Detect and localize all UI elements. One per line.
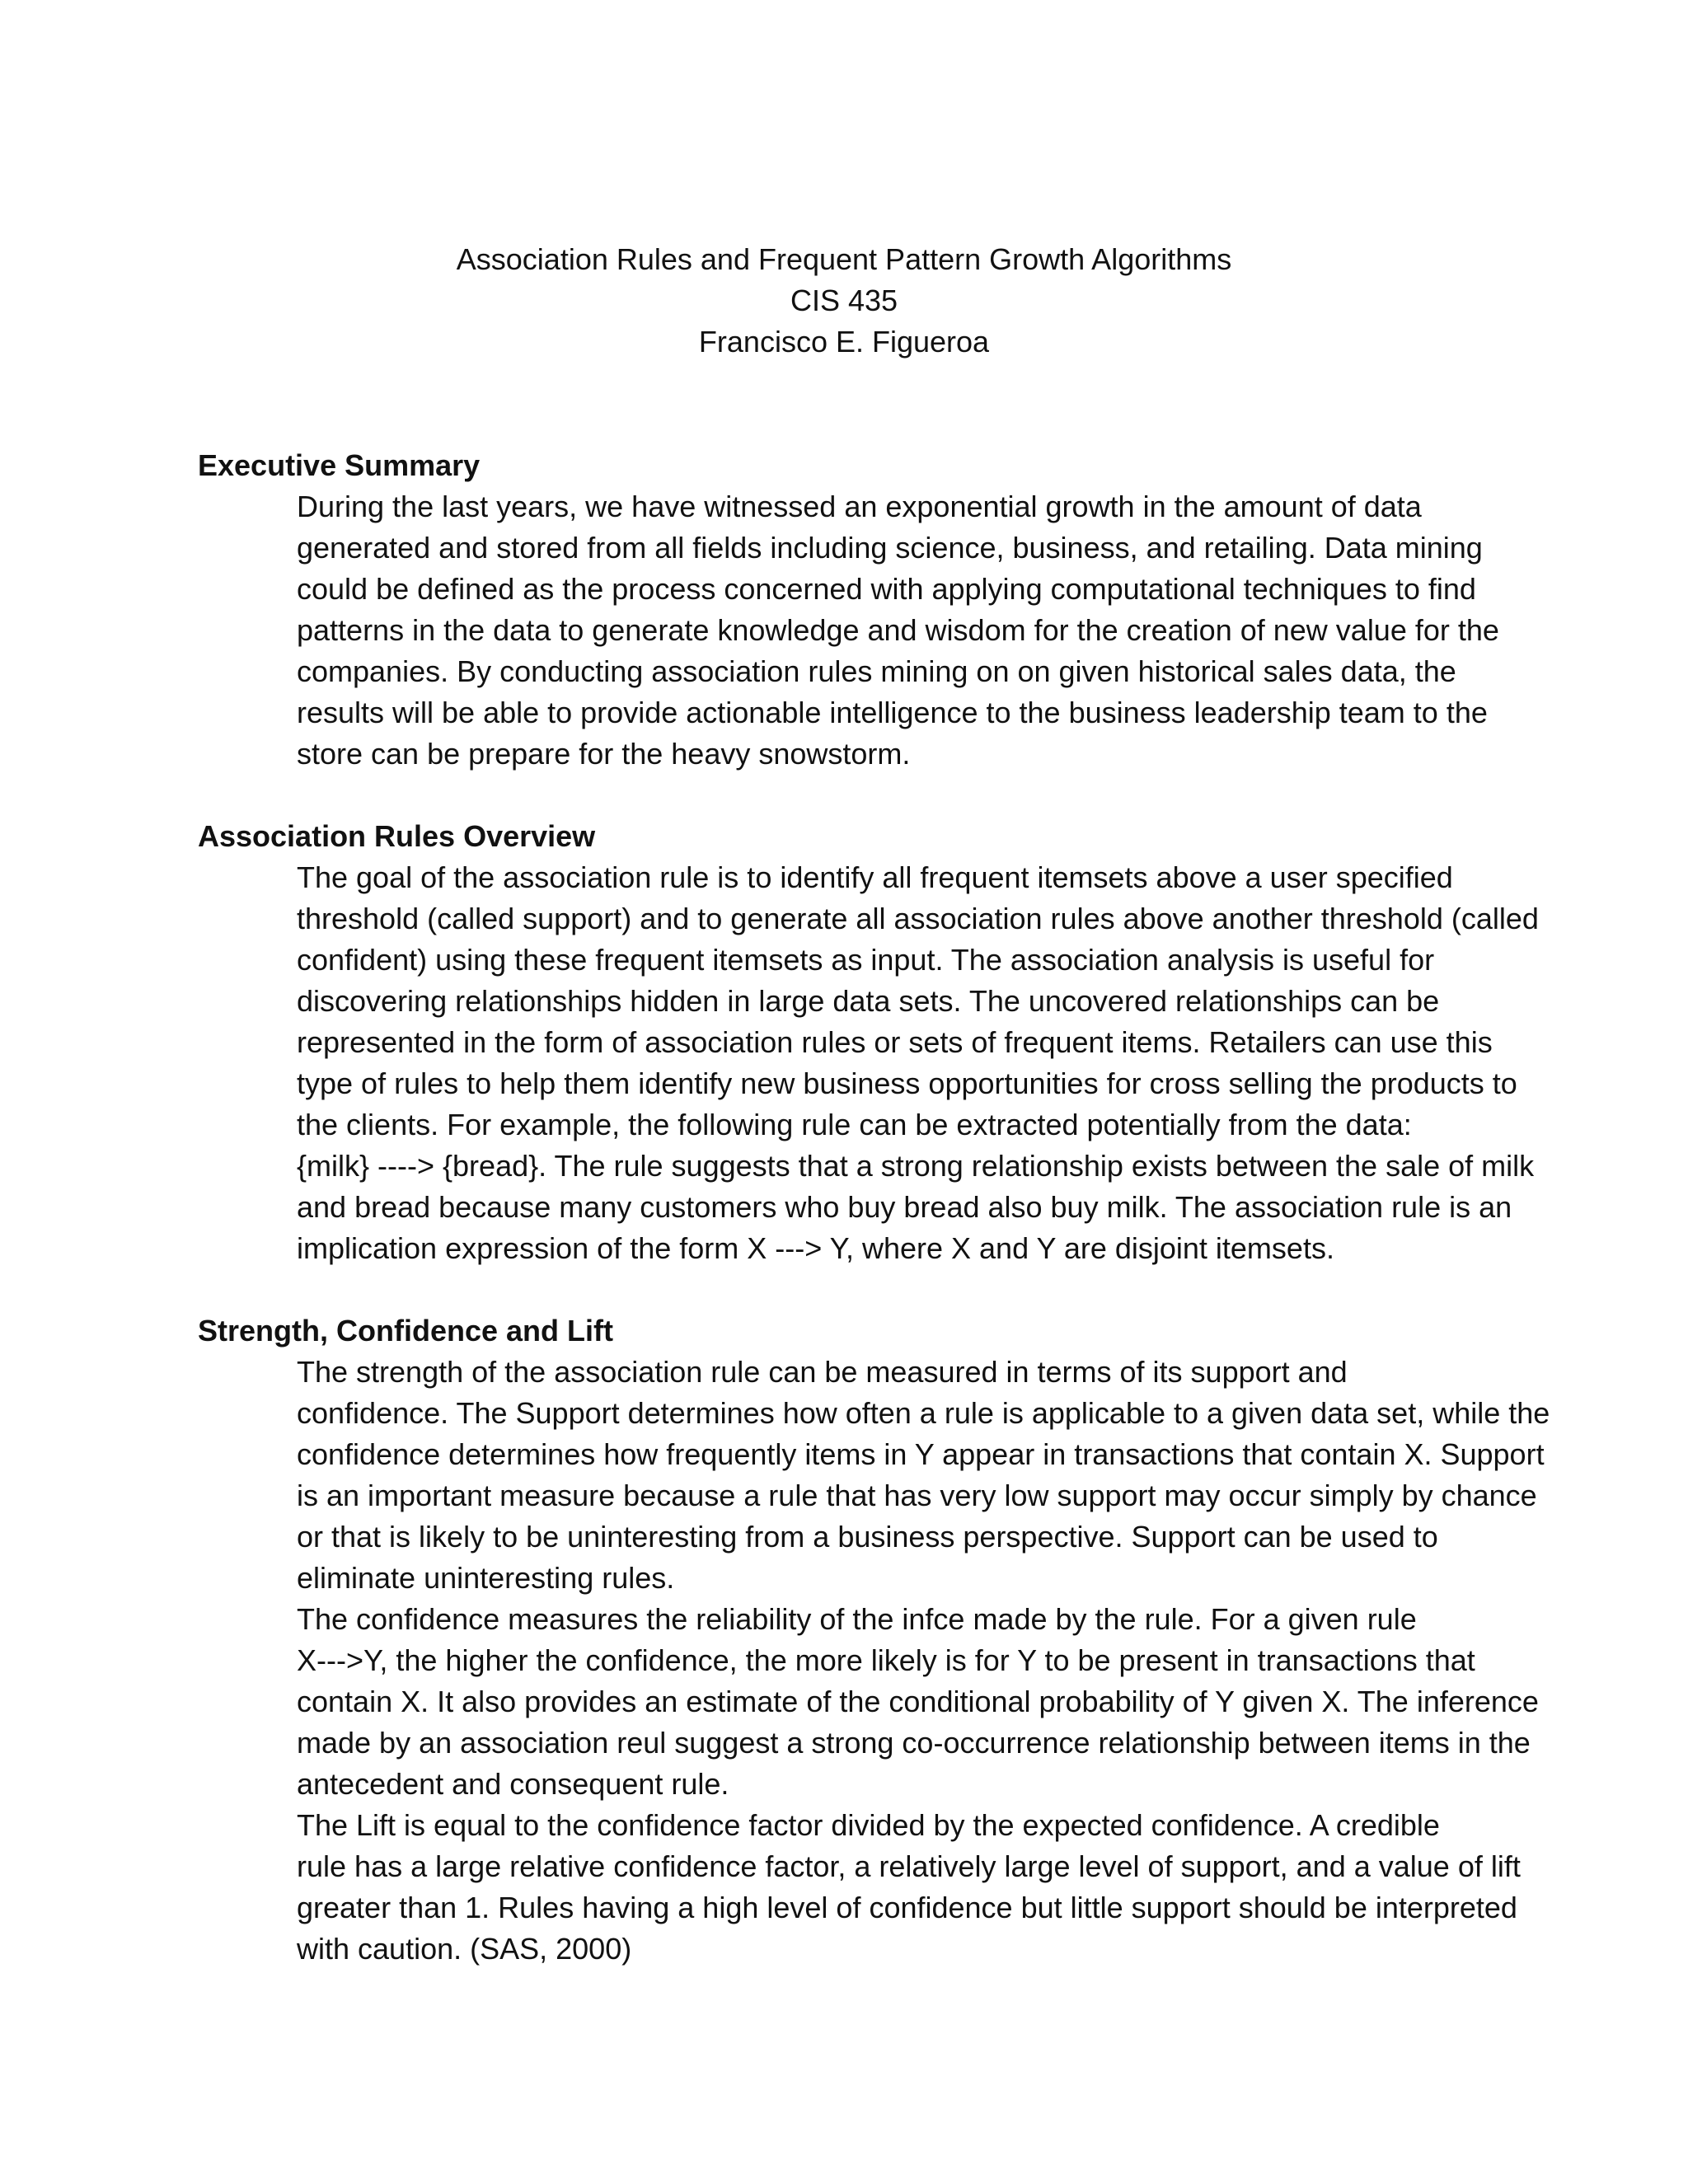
course-code: CIS 435 [790, 284, 898, 317]
text-line: The confidence measures the reliability of the infce made by the rule. For a given rule [297, 1602, 1417, 1636]
text-line: and bread because many customers who buy bread also buy milk. The association rule is an [297, 1190, 1512, 1224]
section [198, 1310, 1550, 1970]
section-heading: Association Rules Overview [198, 819, 596, 853]
text-line: confidence determines how frequently items in Y appear in transactions that contain X. Support [297, 1437, 1545, 1471]
text-line: store can be prepare for the heavy snowstorm. [297, 737, 911, 771]
text-line: results will be able to provide actionable intelligence to the business leadership team to the [297, 696, 1488, 729]
text-line: represented in the form of association rules or sets of frequent items. Retailers can use this [297, 1025, 1493, 1059]
title-block [0, 239, 1688, 363]
text-line: X--->Y, the higher the confidence, the more likely is for Y to be present in transactions that [297, 1643, 1475, 1677]
author-name: Francisco E. Figueroa [698, 325, 990, 359]
text-line: or that is likely to be uninteresting from a business perspective. Support can be used to [297, 1520, 1438, 1554]
text-line: antecedent and consequent rule. [297, 1767, 729, 1801]
text-line: contain X. It also provides an estimate of the conditional probability of Y given X. The inference [297, 1685, 1539, 1718]
section-heading: Strength, Confidence and Lift [198, 1314, 613, 1347]
text-line: The strength of the association rule can be measured in terms of its support and [297, 1355, 1348, 1389]
document-body [198, 445, 1550, 1970]
paragraph [198, 1805, 1521, 1970]
text-line: companies. By conducting association rules mining on on given historical sales data, the [297, 654, 1456, 688]
text-line: patterns in the data to generate knowledge and wisdom for the creation of new value for the [297, 613, 1499, 647]
section [198, 816, 1539, 1269]
text-line: with caution. (SAS, 2000) [297, 1932, 632, 1966]
text-line: confident) using these frequent itemsets as input. The association analysis is useful for [297, 943, 1435, 977]
text-line: During the last years, we have witnessed an exponential growth in the amount of data [297, 490, 1422, 523]
paragraph [198, 857, 1539, 1269]
text-line: made by an association reul suggest a strong co-occurrence relationship between items in the [297, 1726, 1531, 1760]
text-line: greater than 1. Rules having a high level of confidence but little support should be interpreted [297, 1891, 1517, 1924]
text-line: threshold (called support) and to generate all association rules above another threshold (called [297, 902, 1539, 935]
section-heading: Executive Summary [198, 448, 481, 482]
text-line: confidence. The Support determines how often a rule is applicable to a given data set, while the [297, 1396, 1550, 1430]
paragraph [198, 1352, 1550, 1599]
text-line: eliminate uninteresting rules. [297, 1561, 675, 1595]
section [198, 445, 1508, 775]
text-line: type of rules to help them identify new business opportunities for cross selling the products to [297, 1066, 1517, 1100]
text-line: {milk} ----> {bread}. The rule suggests that a strong relationship exists between the sale of milk [297, 1149, 1535, 1183]
document-title: Association Rules and Frequent Pattern Growth Algorithms [456, 242, 1232, 276]
text-line: The goal of the association rule is to identify all frequent itemsets above a user specified [297, 860, 1453, 894]
text-line: is an important measure because a rule that has very low support may occur simply by chance [297, 1479, 1537, 1512]
text-line: the clients. For example, the following rule can be extracted potentially from the data: [297, 1108, 1412, 1141]
text-line: The Lift is equal to the confidence factor divided by the expected confidence. A credible [297, 1808, 1440, 1842]
paragraph [198, 486, 1508, 775]
paragraph [198, 1599, 1539, 1805]
text-line: discovering relationships hidden in large data sets. The uncovered relationships can be [297, 984, 1440, 1018]
text-line: rule has a large relative confidence factor, a relatively large level of support, and a value of lift [297, 1849, 1521, 1883]
text-line: generated and stored from all fields including science, business, and retailing. Data mining [297, 531, 1483, 565]
text-line: implication expression of the form X ---> Y, where X and Y are disjoint itemsets. [297, 1231, 1334, 1265]
text-line: could be defined as the process concerned with applying computational techniques to find [297, 572, 1476, 606]
